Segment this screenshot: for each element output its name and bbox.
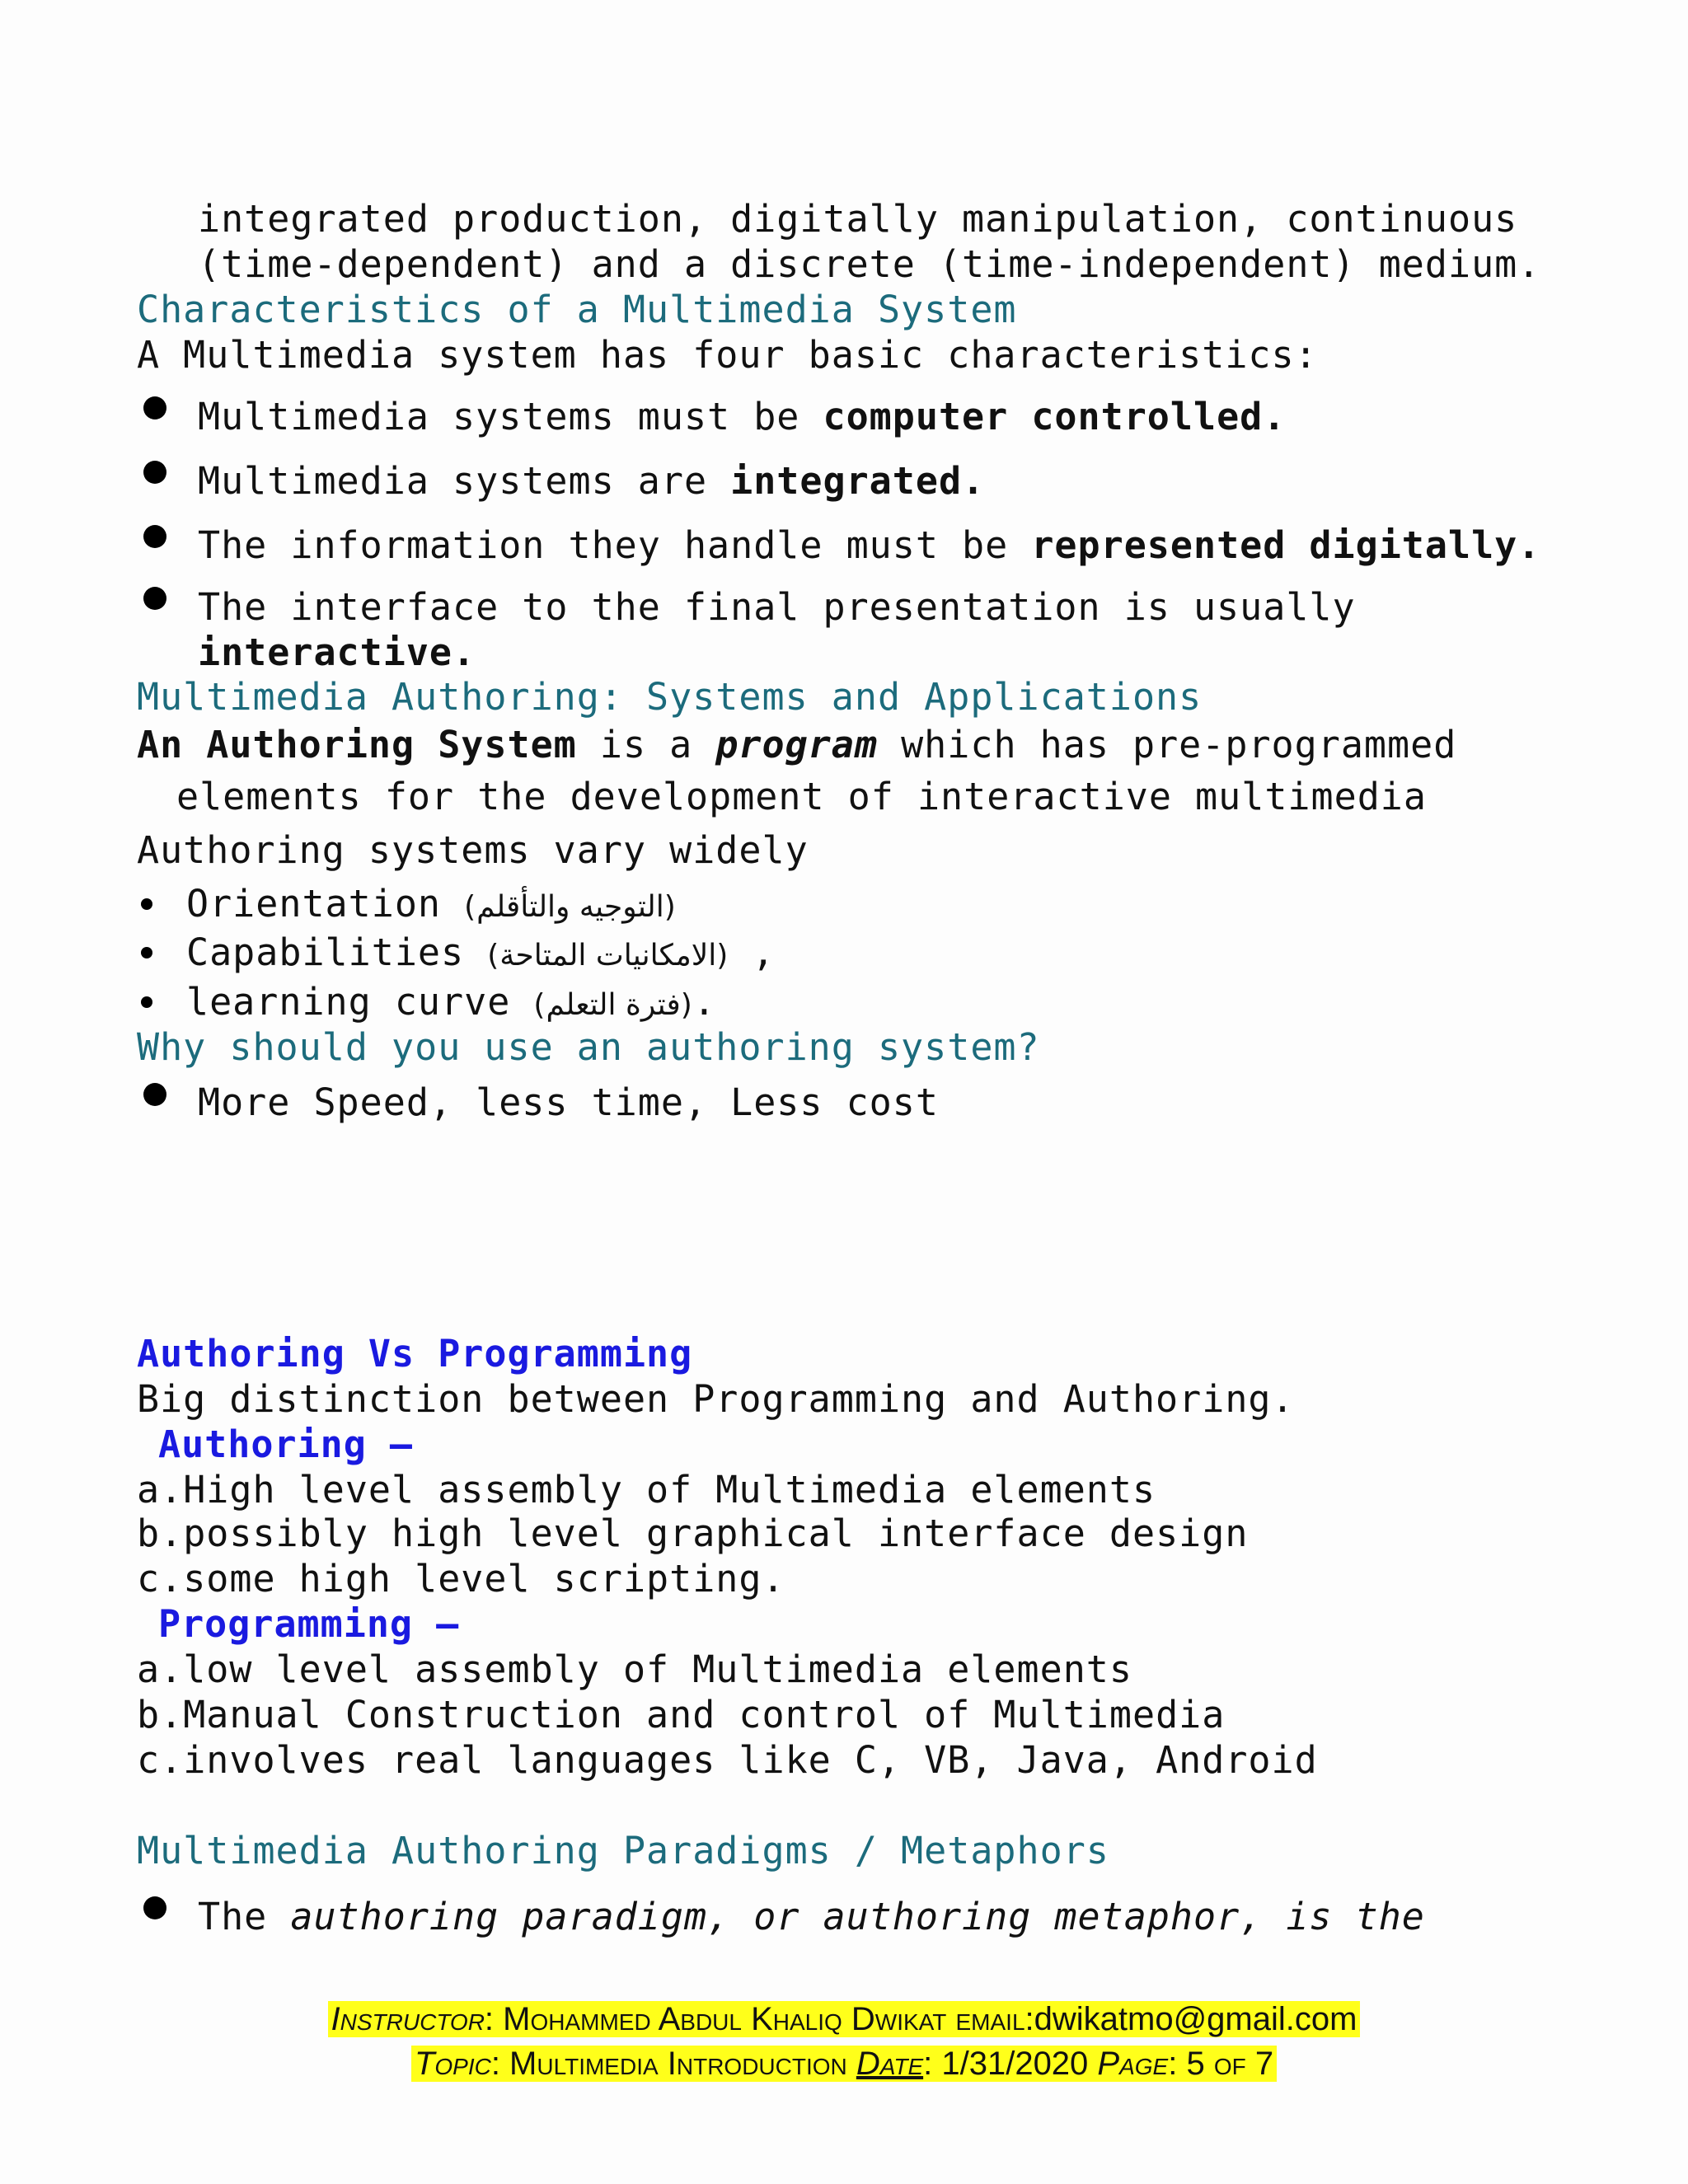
bullet-icon <box>143 1083 166 1106</box>
intro-line-2: (time-dependent) and a discrete (time-independent) medium. <box>198 242 1541 286</box>
item-bold-text: interactive. <box>198 630 476 674</box>
characteristic-item-3 <box>198 523 1540 569</box>
list-marker: a. <box>137 1647 184 1691</box>
list-text: low level assembly of Multimedia elements <box>183 1647 1132 1691</box>
bullet-icon <box>143 525 166 548</box>
bullet-icon <box>143 396 166 419</box>
authoring-point-a <box>137 1467 1156 1513</box>
footer-instructor <box>0 1999 1688 2040</box>
list-marker: b. <box>137 1511 184 1555</box>
date-value: : 1/31/2020 <box>923 2046 1098 2082</box>
item-text: Multimedia systems are <box>198 459 731 503</box>
authoring-heading: Multimedia Authoring: Systems and Applications <box>137 675 1203 719</box>
programming-point-a <box>137 1647 1132 1693</box>
item-bold-text: integrated. <box>730 459 986 503</box>
bullet-icon <box>141 898 152 910</box>
footer-highlight <box>411 2046 1277 2082</box>
item-arabic: (التوجيه والتأقلم) <box>464 890 677 924</box>
why-heading: Why should you use an authoring system? <box>137 1025 1040 1069</box>
bullet-icon <box>143 461 166 484</box>
authoring-item-capabilities <box>186 930 776 979</box>
characteristic-item-1 <box>198 394 1286 440</box>
list-marker: a. <box>137 1468 184 1511</box>
vs-heading: Authoring Vs Programming <box>137 1332 693 1376</box>
footer-topic <box>0 2043 1688 2084</box>
item-label: Capabilities <box>186 930 488 974</box>
definition-term: An Authoring System <box>137 723 577 766</box>
item-arabic: (الامكانيات المتاحة) <box>487 939 729 972</box>
characteristic-item-4: The interface to the final presentation is usually <box>198 585 1356 629</box>
list-marker: b. <box>137 1693 184 1736</box>
paradigms-heading: Multimedia Authoring Paradigms / Metaphors <box>137 1829 1109 1872</box>
list-marker: c. <box>137 1557 184 1601</box>
definition-text: is a <box>576 723 716 766</box>
instructor-name: : Mohammed Abdul Khaliq Dwikat email: <box>484 2001 1034 2037</box>
list-text: involves real languages like C, VB, Java, Android <box>183 1738 1318 1782</box>
item-suffix: . <box>692 980 716 1024</box>
item-italic-text: authoring paradigm, or authoring metaphor, is the <box>290 1895 1425 1938</box>
programming-point-c <box>137 1737 1318 1783</box>
list-text: some high level scripting. <box>183 1557 785 1601</box>
item-text: Multimedia systems must be <box>198 395 823 438</box>
item-arabic: (فترة التعلم) <box>533 988 693 1022</box>
list-marker: c. <box>137 1738 184 1782</box>
item-bold-text: computer controlled. <box>823 395 1287 438</box>
item-text: The information they handle must be <box>198 523 1032 567</box>
definition-emphasis: program <box>715 723 878 766</box>
page-label: Page <box>1097 2046 1169 2082</box>
item-label: Orientation <box>186 882 465 926</box>
instructor-email: dwikatmo@gmail.com <box>1034 2001 1357 2037</box>
authoring-point-b <box>137 1511 1248 1557</box>
vs-lead: Big distinction between Programming and Authoring. <box>137 1377 1295 1421</box>
authoring-label: Authoring – <box>158 1422 414 1466</box>
list-text: High level assembly of Multimedia elements <box>183 1468 1156 1511</box>
authoring-definition <box>137 722 1456 768</box>
bullet-icon <box>143 587 166 610</box>
authoring-definition-cont: elements for the development of interactive multimedia <box>176 775 1427 818</box>
characteristic-item-2 <box>198 458 985 504</box>
item-text: The <box>198 1895 291 1938</box>
programming-point-b <box>137 1692 1225 1738</box>
item-bold-text: represented digitally. <box>1031 523 1541 567</box>
item-suffix: , <box>729 930 776 974</box>
intro-line-1: integrated production, digitally manipulation, continuous <box>198 197 1518 241</box>
why-item: More Speed, less time, Less cost <box>198 1080 939 1124</box>
authoring-item-learning-curve <box>186 979 716 1029</box>
programming-label: Programming – <box>158 1602 460 1646</box>
date-label: Date <box>856 2046 924 2082</box>
list-text: possibly high level graphical interface design <box>183 1511 1249 1555</box>
page-value: : 5 of 7 <box>1168 2046 1274 2082</box>
authoring-point-c <box>137 1556 785 1602</box>
characteristics-heading: Characteristics of a Multimedia System <box>137 288 1017 331</box>
authoring-vary: Authoring systems vary widely <box>137 828 809 872</box>
list-text: Manual Construction and control of Multimedia <box>183 1693 1226 1736</box>
topic-label: Topic <box>414 2046 491 2082</box>
definition-text: which has pre-programmed <box>877 723 1457 766</box>
item-label: learning curve <box>186 980 534 1024</box>
paradigms-item <box>198 1894 1425 1940</box>
footer-highlight <box>328 2001 1361 2037</box>
bullet-icon <box>141 947 152 958</box>
topic-value: : Multimedia Introduction <box>490 2046 856 2082</box>
characteristics-lead: A Multimedia system has four basic characteristics: <box>137 333 1318 377</box>
authoring-item-orientation <box>186 881 677 930</box>
bullet-icon <box>143 1896 166 1919</box>
instructor-label: Instructor <box>331 2001 485 2037</box>
characteristic-item-4-cont <box>198 630 476 676</box>
bullet-icon <box>141 996 152 1008</box>
